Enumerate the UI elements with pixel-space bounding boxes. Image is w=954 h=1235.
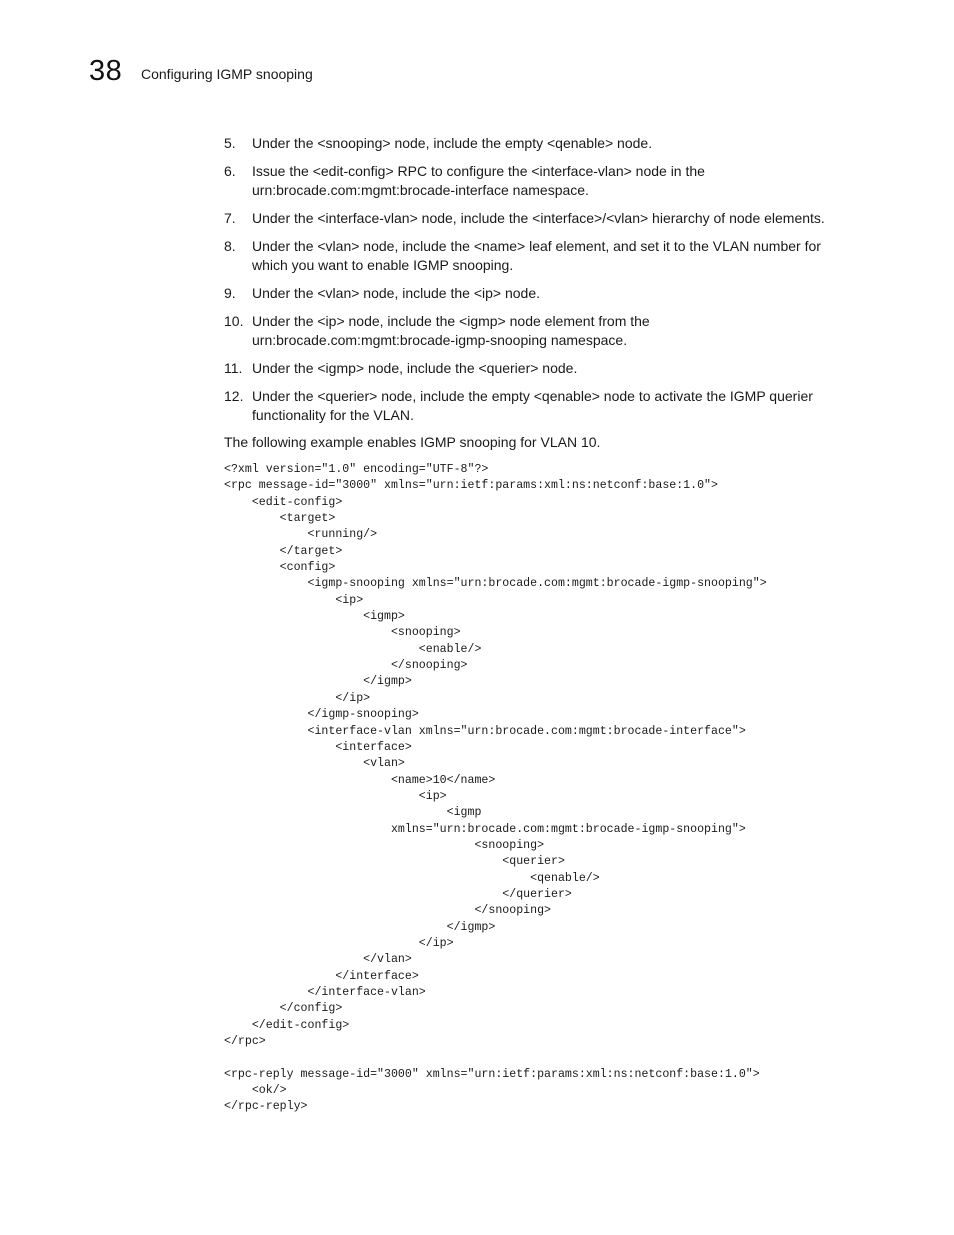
- step-text: Under the <igmp> node, include the <querier> node.: [252, 360, 578, 376]
- step-item: [224, 209, 884, 228]
- step-text: Under the <vlan> node, include the <name> leaf element, and set it to the VLAN number for which you want to enable IGMP snooping.: [252, 238, 821, 273]
- step-number: 5.: [224, 135, 236, 151]
- step-item: [224, 359, 884, 378]
- step-text: Under the <querier> node, include the empty <qenable> node to activate the IGMP querier functionality for the VLAN.: [252, 388, 813, 423]
- chapter-title: Configuring IGMP snooping: [141, 66, 313, 82]
- step-item: [224, 134, 884, 153]
- example-intro: The following example enables IGMP snooping for VLAN 10.: [224, 434, 601, 450]
- chapter-number: 38: [89, 55, 123, 87]
- step-item: [224, 387, 884, 425]
- xml-code-example: <?xml version="1.0" encoding="UTF-8"?> <rpc message-id="3000" xmlns="urn:ietf:params:xml:ns:netconf:base:1.0"> <edit-config> <target> <running/> </target> <config> <igmp-snooping xmlns="urn:brocade.com:mgmt:brocade-igmp-snooping"> <ip> <igmp> <snooping> <enable/> </snooping> </igmp> </ip> </igmp-snooping> <interface-vlan xmlns="urn:brocade.com:mgmt:brocade-interface"> <interface> <vlan> <name>10</name> <ip> <igmp xmlns="urn:brocade.com:mgmt:brocade-igmp-snooping"> <snooping> <querier> <qenable/> </querier> </snooping> </igmp> </ip> </vlan> </interface> </interface-vlan> </config> </edit-config> </rpc> <rpc-reply message-id="3000" xmlns="urn:ietf:params:xml:ns:netconf:base:1.0"> <ok/> </rpc-reply>: [224, 463, 767, 1114]
- step-item: [224, 312, 884, 350]
- step-text: Under the <interface-vlan> node, include the <interface>/<vlan> hierarchy of node elements.: [252, 210, 825, 226]
- step-number: 12.: [224, 388, 244, 404]
- step-text: Under the <snooping> node, include the empty <qenable> node.: [252, 135, 653, 151]
- step-item: [224, 237, 884, 275]
- step-number: 6.: [224, 163, 236, 179]
- procedure-steps: [224, 134, 884, 434]
- step-number: 11.: [224, 360, 243, 376]
- step-number: 8.: [224, 238, 236, 254]
- step-number: 10.: [224, 313, 244, 329]
- step-number: 7.: [224, 210, 236, 226]
- step-item: [224, 162, 884, 200]
- step-text: Under the <vlan> node, include the <ip> node.: [252, 285, 540, 301]
- step-text: Under the <ip> node, include the <igmp> node element from the urn:brocade.com:mgmt:brocade-igmp-snooping namespace.: [252, 313, 650, 348]
- step-item: [224, 284, 884, 303]
- step-number: 9.: [224, 285, 236, 301]
- step-text: Issue the <edit-config> RPC to configure the <interface-vlan> node in the urn:brocade.com:mgmt:brocade-interface namespace.: [252, 163, 705, 198]
